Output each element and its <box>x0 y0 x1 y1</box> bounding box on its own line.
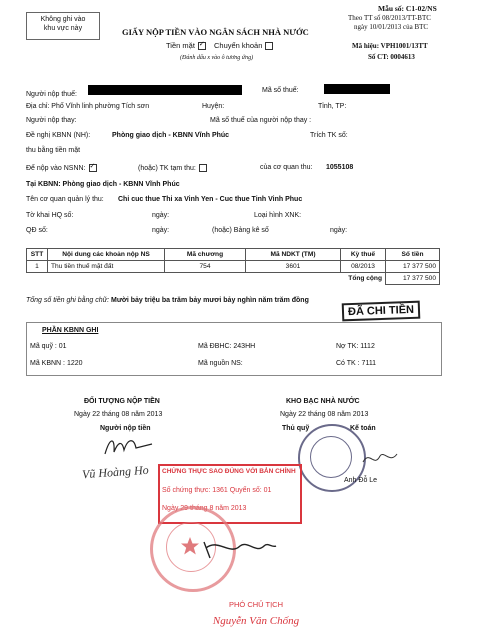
decision-label: QĐ số: <box>26 227 48 234</box>
table-header-row <box>27 249 440 261</box>
manager-value: Chi cuc thue Thi xa Vinh Yen - Cuc thue Tinh Vinh Phuc <box>118 196 303 203</box>
header-ndkt: Mã NDKT (TM) <box>246 249 341 261</box>
row-amount: 17 377 500 <box>386 261 440 273</box>
manager-label: Tên cơ quan quản lý thu: <box>26 196 104 203</box>
cash-collect: thu bằng tiền mặt <box>26 147 81 154</box>
header-chapter: Mã chương <box>165 249 246 261</box>
kbnn-stamp-inner <box>310 436 352 478</box>
dbhc-code: Mã ĐBHC: 243HH <box>198 343 256 350</box>
form-basis-2: ngày 10/01/2013 của BTC <box>354 23 429 31</box>
tax-code-label: Mã số thuế: <box>262 87 299 94</box>
star-icon <box>180 536 200 556</box>
row-period: 08/2013 <box>341 261 386 273</box>
payer-address: Địa chỉ: Phố Vĩnh linh phường Tích sơn <box>26 103 150 110</box>
form-basis-1: Theo TT số 08/2013/TT-BTC <box>348 14 431 22</box>
left-sign-date: Ngày 22 tháng 08 năm 2013 <box>74 411 163 418</box>
right-role-accountant: Kế toán <box>350 425 376 432</box>
cash-checkbox[interactable] <box>198 42 206 50</box>
tax-code-redaction <box>324 84 390 94</box>
tick-note: (Đánh dấu x vào ô tương ứng) <box>180 55 254 61</box>
proxy-tax-label: Mã số thuế của người nộp thay : <box>210 117 312 124</box>
cert-line-2: Số chứng thực: 1361 Quyển số: 01 <box>162 487 272 494</box>
agency-label: của cơ quan thu: <box>260 164 313 171</box>
reserved-line-2: khu vực này <box>43 25 83 32</box>
list-date-label: ngày: <box>330 227 348 234</box>
transfer-label: Chuyển khoản <box>214 41 263 50</box>
total-value: 17 377 500 <box>386 273 440 285</box>
district-label: Huyện: <box>202 103 225 110</box>
payer-redaction <box>88 85 242 95</box>
decision-date-label: ngày: <box>152 227 170 234</box>
left-sign-title: ĐỐI TƯỢNG NỘP TIỀN <box>84 398 160 405</box>
form-title: GIẤY NỘP TIỀN VÀO NGÂN SÁCH NHÀ NƯỚC <box>122 27 309 37</box>
cert-line-1: CHỨNG THỰC SAO ĐÚNG VỚI BẢN CHÍNH <box>162 468 296 475</box>
right-sign-date: Ngày 22 tháng 08 năm 2013 <box>280 411 369 418</box>
row-chapter: 754 <box>165 261 246 273</box>
at-kbnn: Tại KBNN: Phòng giao dịch - KBNN Vĩnh Phúc <box>26 181 180 188</box>
temp-label: (hoặc) TK tạm thu: <box>138 164 196 172</box>
total-label: Tổng cộng <box>27 273 386 285</box>
row-stt: 1 <box>27 261 48 273</box>
right-sign-title: KHO BẠC NHÀ NƯỚC <box>286 398 360 405</box>
nsnn-label: Để nộp vào NSNN: <box>26 164 86 172</box>
left-sign-role: Người nộp tiền <box>100 425 151 432</box>
vice-chair-signature-icon <box>200 534 280 562</box>
nsnn-row <box>26 164 97 172</box>
temp-row <box>138 164 207 172</box>
paid-stamp: ĐÃ CHI TIỀN <box>342 301 421 322</box>
debit-account: Nợ TK: 1112 <box>336 343 375 350</box>
row-content: Thu tiền thuế mặt đất <box>48 261 165 273</box>
form-code: Mẫu số: C1-02/NS <box>378 4 437 13</box>
source-code: Mã nguồn NS: <box>198 360 243 367</box>
kbnn-section-title: PHẦN KBNN GHI <box>42 327 99 334</box>
right-role-treasurer: Thủ quỹ <box>282 425 310 432</box>
province-label: Tỉnh, TP: <box>318 103 347 110</box>
kbnn-request-value: Phòng giao dịch - KBNN Vĩnh Phúc <box>112 132 230 139</box>
form-code-label: Mã hiệu: VPH1001/13TT <box>352 42 428 50</box>
payer-label: Người nộp thuế: <box>26 91 77 98</box>
temp-checkbox[interactable] <box>199 164 207 172</box>
fund-code: Mã quỹ : 01 <box>30 343 67 350</box>
cash-label: Tiền mặt <box>166 41 195 50</box>
header-stt: STT <box>27 249 48 261</box>
row-ndkt: 3601 <box>246 261 341 273</box>
proxy-label: Người nộp thay: <box>26 117 77 124</box>
kbnn-code: Mã KBNN : 1220 <box>30 360 83 367</box>
accountant-signature-icon <box>360 448 400 470</box>
table-total-row <box>27 273 440 285</box>
header-period: Kỳ thuế <box>341 249 386 261</box>
amount-in-words <box>26 297 309 304</box>
table-row <box>27 261 440 273</box>
nsnn-checkbox[interactable] <box>89 164 97 172</box>
vice-chair-name: Nguyễn Văn Chống <box>212 615 300 627</box>
header-content: Nội dung các khoản nộp NS <box>48 249 165 261</box>
header-amount: Số tiền <box>386 249 440 261</box>
transfer-checkbox[interactable] <box>265 42 273 50</box>
list-label: (hoặc) Bảng kê số <box>212 227 269 234</box>
customs-label: Tờ khai HQ số: <box>26 212 74 219</box>
cert-line-3: Ngày 29 tháng 8 năm 2013 <box>162 505 247 512</box>
accountant-name: Anh Đỗ Le <box>344 477 378 484</box>
customs-date-label: ngày: <box>152 212 170 219</box>
left-signature-text: Vũ Hoàng Ho <box>81 462 150 482</box>
payment-table <box>26 248 440 285</box>
vice-chair-title: PHÓ CHỦ TỊCH <box>228 600 284 609</box>
payer-signature-icon <box>100 432 160 462</box>
kbnn-request-label: Đề nghị KBNN (NH): <box>26 132 91 139</box>
credit-account: Có TK : 7111 <box>336 360 377 367</box>
xnk-label: Loại hình XNK: <box>254 212 302 219</box>
payment-type <box>166 41 273 50</box>
debit-label: Trích TK số: <box>310 132 348 139</box>
words-label: Tổng số tiền ghi bằng chữ: <box>26 297 110 304</box>
agency-code: 1055108 <box>326 164 354 171</box>
form-number-label: Số CT: 0004613 <box>368 53 415 61</box>
words-value: Mười bảy triệu ba trăm bảy mươi bảy nghìn năm trăm đồng <box>111 297 309 304</box>
reserved-line-1: Không ghi vào <box>40 16 86 23</box>
